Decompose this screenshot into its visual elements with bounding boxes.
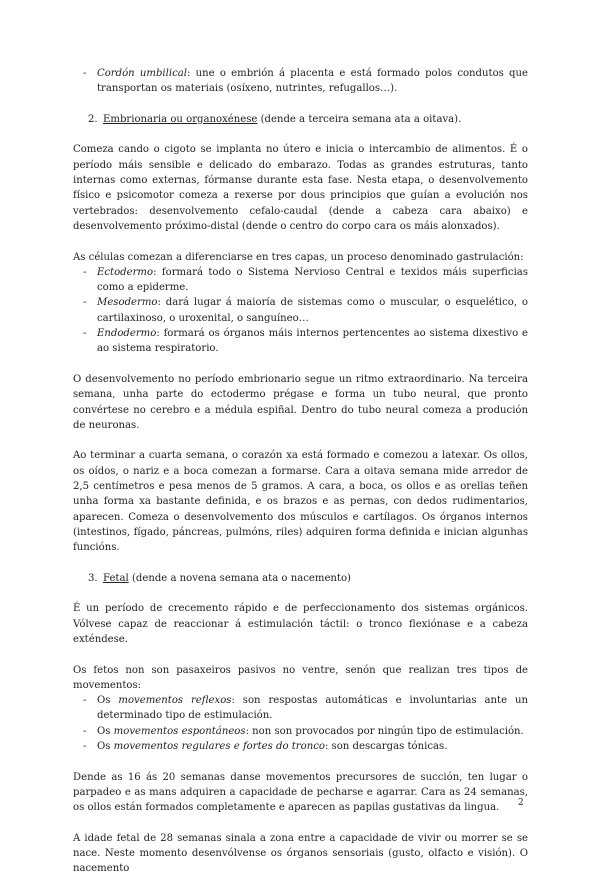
bullet-text: : son respostas automáticas e involuntarias ante un determinado tipo de estimulación.: [97, 695, 528, 722]
bullet-dash: -: [83, 68, 87, 79]
bullet-text: : une o embrión á placenta e está formado polos condutos que transportan os materiais (osíxeno, nutrintes, refugallos…).: [97, 68, 528, 95]
term: Endodermo: [97, 328, 157, 340]
paragraph-p6: Os fetos non son pasaxeiros pasivos no ventre, senón que realizan tres tipos de movementos:: [73, 664, 528, 691]
bullet-text: : formará todo o Sistema Nervioso Central e texidos máis superficias como a epiderme.: [97, 266, 528, 294]
term: movementos regulares e fortes do tronco: [113, 741, 325, 753]
term-cordon-umbilical: Cordón umbilical: [97, 68, 188, 79]
section-title: Fetal: [103, 572, 129, 584]
term: Ectodermo: [97, 266, 154, 278]
paragraph-p8: A idade fetal de 28 semanas sinala a zona entre a capacidade de vivir ou morrer se se nace. Neste momento desenvólvense os órganos sensoriais (gusto, olfacto e visión). O nacemento: [73, 832, 528, 875]
list-item: [73, 724, 528, 739]
list-item: [73, 739, 528, 754]
page-number: 2: [518, 798, 524, 808]
paragraph-p3: O desenvolvemento no período embrionario segue un ritmo extraordinario. Na terceira semana, unha parte do ectodermo prégase e forma un tubo neural, que pronto convértese no cerebro e a médula espiñal. Dentro do tubo neural comeza a produción de neuronas.: [73, 373, 528, 431]
layers-list: [73, 265, 528, 357]
paragraph-p1: Comeza cando o cigoto se implanta no útero e inicia o intercambio de alimentos. É o período máis sensible e delicado do embarazo. Todas as grandes estruturas, tanto internas como externas, fórmanse durante esta fase. Nesta etapa, o desenvolvemento físico e psicomotor comeza a rexerse por dous principios que guían a evolución nos vertebrados: desenvolvemento cefalo-caudal (dende a cabeza cara abaixo) e desenvolvemento próximo-distal (dende o centro do corpo cara os máis alonxados).: [73, 144, 528, 232]
bullet-dash: -: [83, 328, 87, 340]
document-page: [73, 66, 528, 877]
list-item: [73, 265, 528, 296]
bullet-text: : dará lugar á maioría de sistemas como o muscular, o esquelético, o cartilaxinoso, o uroxenital, o sanguíneo…: [97, 297, 528, 324]
list-item: [73, 693, 528, 724]
section-heading-fetal: [73, 571, 528, 586]
bullet-text: : formará os órganos máis internos pertencentes ao sistema dixestivo e ao sistema respiratorio.: [97, 328, 528, 355]
bullet-text: : son descargas tónicas.: [324, 741, 448, 753]
section-subtitle: (dende a novena semana ata o nacemento): [128, 572, 351, 584]
bullet-dash: -: [83, 741, 87, 753]
bullet-dash: -: [83, 297, 87, 309]
list-item: [73, 295, 528, 326]
bullet-dash: -: [83, 725, 87, 737]
bullet-dash: -: [83, 266, 87, 278]
paragraph-p4: Ao terminar a cuarta semana, o corazón xa está formado e comezou a latexar. Os ollos, os oídos, o nariz e a boca comezan a formarse. Cara a oitava semana mide arredor de 2,5 centímetros e pesa menos de 5 gramos. A cara, a boca, os ollos e as orellas teñen unha forma xa bastante definida, e os brazos e as pernas, con dedos rudimentarios, aparecen. Comeza o desenvolvemento dos músculos e cartílagos. Os órganos internos (intestinos, fígado, páncreas, pulmóns, riles) adquiren forma definida e inician algunhas funcións.: [73, 450, 528, 554]
section-title: Embrionaria ou organoxénese: [103, 113, 258, 125]
movements-list: [73, 693, 528, 754]
section-subtitle: (dende a terceira semana ata a oitava).: [257, 113, 462, 125]
term: Mesodermo: [97, 297, 158, 309]
paragraph-p2: As células comezan a diferenciarse en tres capas, un proceso denominado gastrulación:: [73, 251, 524, 263]
term: movementos espontáneos: [113, 725, 246, 737]
bullet-dash: -: [83, 695, 87, 707]
bullet-cordon-umbilical: [73, 66, 528, 97]
paragraph-p7: Dende as 16 ás 20 semanas danse movementos precursores de succión, ten lugar o parpadeo e as mans adquiren a capacidade de pecharse e agarrar. Cara as 24 semanas, os ollos están formados completamente e aparecen as papilas gustativas da lingua.: [73, 771, 528, 814]
list-item: [73, 326, 528, 357]
bullet-text: : non son provocados por ningún tipo de estimulación.: [245, 725, 524, 737]
section-heading-embrionaria: [73, 112, 528, 127]
term: movementos reflexos: [118, 695, 232, 707]
prefix: Os: [97, 741, 114, 753]
paragraph-p5: É un período de crecemento rápido e de perfeccionamento dos sistemas orgánicos. Vólvese capaz de reaccionar á estimulación táctil: o tronco flexiónase e a cabeza exténdese.: [73, 603, 528, 645]
section-number: 2.: [88, 113, 98, 125]
prefix: Os: [97, 725, 114, 737]
section-number: 3.: [88, 572, 98, 584]
prefix: Os: [97, 695, 119, 707]
